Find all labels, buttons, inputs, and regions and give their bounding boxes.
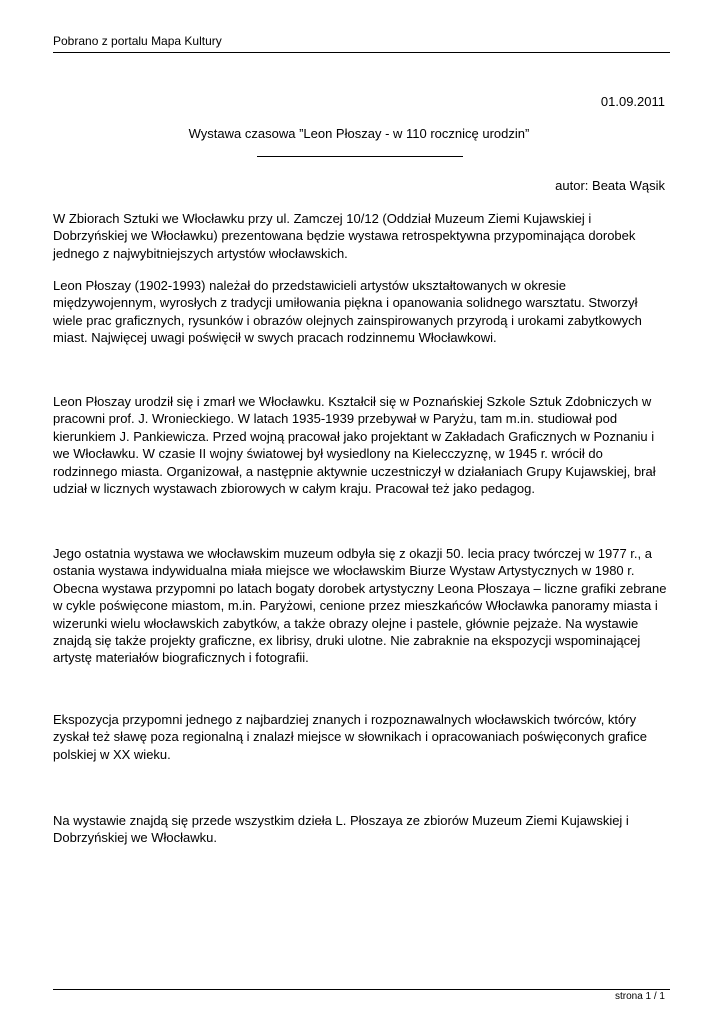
document-date: 01.09.2011 xyxy=(600,94,665,109)
paragraph-biography: Leon Płoszay urodził się i zmarł we Włocławku. Kształcił się w Poznańskiej Szkole Sztuk Zdobniczych w pracowni prof. J. Wronieckiego. W latach 1935-1939 przebywał w Paryżu, tam m.in. studiował pod kierunkiem J. Pankiewicza. Przed wojną pracował jako projektant w Zakładach Graficznych w Poznaniu i we Włocławku. W czasie II wojny światowej był wysiedlony na Kielecczyznę, w 1945 r. wrócił do rodzinnego miasta. Organizował, a następnie aktywnie uczestniczył w działaniach Grupy Kujawskiej, brał udział w licznych wystawach zbiorowych w całym kraju. Pracował też jako pedagog. xyxy=(53,394,656,497)
header-divider xyxy=(53,52,670,53)
page-number: strona 1 / 1 xyxy=(614,991,665,1002)
page-header-source: Pobrano z portalu Mapa Kultury xyxy=(53,34,222,48)
paragraph-exhibition-history: Jego ostatnia wystawa we włocławskim muzeum odbyła się z okazji 50. lecia pracy twórczej w 1977 r., a ostania wystawa indywidualna miała miejsce we włocławskim Biurze Wystaw Artystycznych w 1980 r. Obecna wystawa przypomni po latach bogaty dorobek artystyczny Leona Płoszaya – liczne grafiki zebrane w cykle poświęcone miastom, m.in. Paryżowi, cenione przez mieszkańców Włocławka panoramy miasta i wizerunki wielu włocławskich zabytków, a także obrazy olejne i pastele, głównie pejzaże. Na wystawie znajdą się także projekty graficzne, ex librisy, druki ulotne. Nie zabraknie na ekspozycji wspominającej artystę materiałów biograficznych i fotografii. xyxy=(53,546,667,666)
paragraph-intro: W Zbiorach Sztuki we Włocławku przy ul. Zamczej 10/12 (Oddział Muzeum Ziemi Kujawskiej i Dobrzyńskiej we Włocławku) prezentowana będzie wystawa retrospektywna przypominająca dorobek jednego z najwybitniejszych artystów włocławskich. xyxy=(53,211,636,261)
document-author: autor: Beata Wąsik xyxy=(555,178,665,193)
paragraph-collection-source: Na wystawie znajdą się przede wszystkim dzieła L. Płoszaya ze zbiorów Muzeum Ziemi Kujawskiej i Dobrzyńskiej we Włocławku. xyxy=(53,813,629,846)
paragraph-artist-overview: Leon Płoszay (1902-1993) należał do przedstawicieli artystów ukształtowanych w okresie międzywojennym, wyrosłych z tradycji umiłowania piękna i opanowania solidnego warsztatu. Stworzył wiele prac graficznych, rysunków i obrazów olejnych zainspirowanych przyrodą i urokami zabytkowych miast. Najwięcej uwagi poświęcił w swych pracach rodzinnemu Włocławkowi. xyxy=(53,278,642,346)
title-underline xyxy=(257,156,463,157)
document-title: Wystawa czasowa ”Leon Płoszay - w 110 rocznicę urodzin” xyxy=(188,126,530,141)
paragraph-significance: Ekspozycja przypomni jednego z najbardziej znanych i rozpoznawalnych włocławskich twórców, który zyskał też sławę poza regionalną i znalazł miejsce w słownikach i opracowaniach poświęconych grafice polskiej w XX wieku. xyxy=(53,712,647,762)
footer-divider xyxy=(53,989,670,990)
